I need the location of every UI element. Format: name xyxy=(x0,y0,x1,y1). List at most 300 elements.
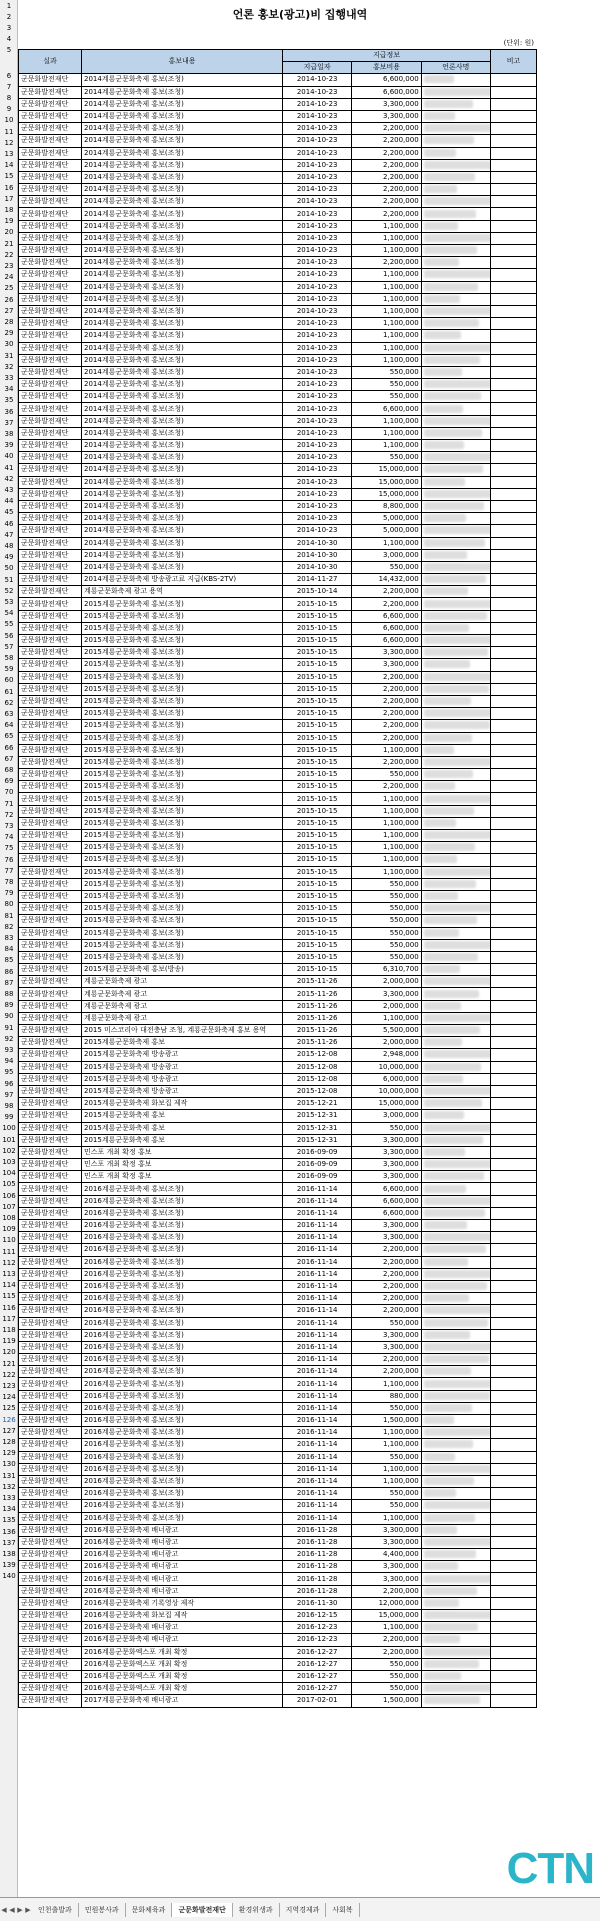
cell-date[interactable]: 2015-10-15 xyxy=(283,671,352,683)
cell-org[interactable]: 군문화발전재단 xyxy=(19,1415,82,1427)
table-row[interactable] xyxy=(19,671,537,683)
cell-amount[interactable]: 2,200,000 xyxy=(352,123,421,135)
cell-content[interactable]: 2016계룡군문화축제 배너광고 xyxy=(82,1561,283,1573)
cell-media-redacted[interactable] xyxy=(421,1646,490,1658)
table-row[interactable] xyxy=(19,269,537,281)
cell-amount[interactable]: 550,000 xyxy=(352,391,421,403)
cell-media-redacted[interactable] xyxy=(421,695,490,707)
cell-content[interactable]: 2015계룡군문화축제 홍보(조청) xyxy=(82,854,283,866)
cell-remark[interactable] xyxy=(491,1536,537,1548)
table-row[interactable] xyxy=(19,1195,537,1207)
cell-date[interactable]: 2015-10-15 xyxy=(283,647,352,659)
row-number[interactable]: 128 xyxy=(2,1437,16,1446)
table-row[interactable] xyxy=(19,622,537,634)
cell-amount[interactable]: 15,000,000 xyxy=(352,488,421,500)
cell-amount[interactable]: 2,200,000 xyxy=(352,1366,421,1378)
cell-media-redacted[interactable] xyxy=(421,354,490,366)
row-number[interactable]: 2 xyxy=(6,13,12,21)
cell-content[interactable]: 2015계룡군문화축제 홍보(조청) xyxy=(82,866,283,878)
cell-content[interactable]: 2015계룡군문화축제 홍보(조청) xyxy=(82,878,283,890)
cell-media-redacted[interactable] xyxy=(421,1232,490,1244)
cell-date[interactable]: 2016-11-14 xyxy=(283,1207,352,1219)
cell-media-redacted[interactable] xyxy=(421,366,490,378)
table-row[interactable] xyxy=(19,135,537,147)
cell-remark[interactable] xyxy=(491,415,537,427)
row-number[interactable]: 50 xyxy=(4,564,14,573)
cell-media-redacted[interactable] xyxy=(421,805,490,817)
cell-amount[interactable]: 2,200,000 xyxy=(352,184,421,196)
cell-org[interactable]: 군문화발전재단 xyxy=(19,1171,82,1183)
cell-org[interactable]: 군문화발전재단 xyxy=(19,610,82,622)
cell-date[interactable]: 2015-10-15 xyxy=(283,659,352,671)
cell-date[interactable]: 2015-10-15 xyxy=(283,610,352,622)
cell-org[interactable]: 군문화발전재단 xyxy=(19,305,82,317)
row-number[interactable]: 42 xyxy=(4,474,14,483)
cell-remark[interactable] xyxy=(491,1634,537,1646)
cell-content[interactable]: 2014계룡군문화축제 홍보(조청) xyxy=(82,537,283,549)
cell-org[interactable]: 군문화발전재단 xyxy=(19,74,82,86)
cell-remark[interactable] xyxy=(491,1305,537,1317)
cell-date[interactable]: 2014-11-27 xyxy=(283,574,352,586)
cell-media-redacted[interactable] xyxy=(421,1536,490,1548)
cell-date[interactable]: 2016-11-14 xyxy=(283,1500,352,1512)
cell-content[interactable]: 2016계룡군문화축제 홍보(조청) xyxy=(82,1232,283,1244)
cell-content[interactable]: 2014계룡군문화축제 홍보(조청) xyxy=(82,110,283,122)
cell-amount[interactable]: 1,500,000 xyxy=(352,1695,421,1707)
cell-media-redacted[interactable] xyxy=(421,1683,490,1695)
cell-media-redacted[interactable] xyxy=(421,440,490,452)
table-row[interactable] xyxy=(19,793,537,805)
cell-media-redacted[interactable] xyxy=(421,708,490,720)
cell-remark[interactable] xyxy=(491,1183,537,1195)
cell-date[interactable]: 2014-10-23 xyxy=(283,330,352,342)
cell-remark[interactable] xyxy=(491,147,537,159)
cell-org[interactable]: 군문화발전재단 xyxy=(19,464,82,476)
cell-content[interactable]: 2016계룡군문화축제 홍보(조청) xyxy=(82,1488,283,1500)
cell-media-redacted[interactable] xyxy=(421,890,490,902)
cell-media-redacted[interactable] xyxy=(421,1061,490,1073)
cell-org[interactable]: 군문화발전재단 xyxy=(19,98,82,110)
table-row[interactable] xyxy=(19,1207,537,1219)
cell-media-redacted[interactable] xyxy=(421,1329,490,1341)
cell-org[interactable]: 군문화발전재단 xyxy=(19,1451,82,1463)
cell-remark[interactable] xyxy=(491,1195,537,1207)
cell-date[interactable]: 2016-11-28 xyxy=(283,1549,352,1561)
cell-amount[interactable]: 550,000 xyxy=(352,1500,421,1512)
cell-date[interactable]: 2016-11-14 xyxy=(283,1341,352,1353)
cell-content[interactable]: 2016계룡군문화축제 홍보(조청) xyxy=(82,1293,283,1305)
cell-content[interactable]: 2014계룡군문화축제 홍보(조청) xyxy=(82,159,283,171)
row-number[interactable]: 107 xyxy=(2,1202,16,1211)
cell-media-redacted[interactable] xyxy=(421,1439,490,1451)
cell-content[interactable]: 2015계룡군문화축제 홍보(조청) xyxy=(82,708,283,720)
cell-media-redacted[interactable] xyxy=(421,561,490,573)
cell-date[interactable]: 2016-12-27 xyxy=(283,1646,352,1658)
cell-org[interactable]: 군문화발전재단 xyxy=(19,561,82,573)
cell-content[interactable]: 2014계룡군문화축제 홍보(조청) xyxy=(82,525,283,537)
cell-media-redacted[interactable] xyxy=(421,939,490,951)
cell-media-redacted[interactable] xyxy=(421,1183,490,1195)
cell-media-redacted[interactable] xyxy=(421,1622,490,1634)
cell-amount[interactable]: 1,100,000 xyxy=(352,842,421,854)
table-row[interactable] xyxy=(19,110,537,122)
cell-media-redacted[interactable] xyxy=(421,123,490,135)
cell-remark[interactable] xyxy=(491,1256,537,1268)
row-number[interactable]: 36 xyxy=(4,407,14,416)
cell-date[interactable]: 2016-11-14 xyxy=(283,1390,352,1402)
table-row[interactable] xyxy=(19,1256,537,1268)
cell-amount[interactable]: 3,300,000 xyxy=(352,647,421,659)
row-number[interactable]: 134 xyxy=(2,1505,16,1514)
cell-org[interactable]: 군문화발전재단 xyxy=(19,635,82,647)
cell-remark[interactable] xyxy=(491,245,537,257)
cell-media-redacted[interactable] xyxy=(421,720,490,732)
cell-date[interactable]: 2014-10-23 xyxy=(283,257,352,269)
table-row[interactable] xyxy=(19,1670,537,1682)
cell-org[interactable]: 군문화발전재단 xyxy=(19,1341,82,1353)
cell-date[interactable]: 2015-10-15 xyxy=(283,744,352,756)
cell-date[interactable]: 2015-11-26 xyxy=(283,1025,352,1037)
cell-remark[interactable] xyxy=(491,1122,537,1134)
cell-date[interactable]: 2016-11-14 xyxy=(283,1195,352,1207)
row-number[interactable]: 49 xyxy=(4,553,14,562)
cell-media-redacted[interactable] xyxy=(421,1670,490,1682)
cell-content[interactable]: 2016계룡군문화축제 홍보(조청) xyxy=(82,1317,283,1329)
cell-date[interactable]: 2014-10-23 xyxy=(283,476,352,488)
cell-amount[interactable]: 2,200,000 xyxy=(352,683,421,695)
cell-org[interactable]: 군문화발전재단 xyxy=(19,586,82,598)
table-row[interactable] xyxy=(19,890,537,902)
cell-media-redacted[interactable] xyxy=(421,452,490,464)
cell-media-redacted[interactable] xyxy=(421,1049,490,1061)
cell-media-redacted[interactable] xyxy=(421,793,490,805)
cell-org[interactable]: 군문화발전재단 xyxy=(19,1183,82,1195)
cell-media-redacted[interactable] xyxy=(421,683,490,695)
cell-media-redacted[interactable] xyxy=(421,1085,490,1097)
table-row[interactable] xyxy=(19,1646,537,1658)
cell-date[interactable]: 2016-09-09 xyxy=(283,1171,352,1183)
table-row[interactable] xyxy=(19,86,537,98)
cell-amount[interactable]: 3,300,000 xyxy=(352,1329,421,1341)
cell-amount[interactable]: 1,100,000 xyxy=(352,440,421,452)
cell-remark[interactable] xyxy=(491,123,537,135)
cell-content[interactable]: 2015계룡군문화축제 홍보(조청) xyxy=(82,842,283,854)
cell-remark[interactable] xyxy=(491,1061,537,1073)
cell-remark[interactable] xyxy=(491,74,537,86)
table-row[interactable] xyxy=(19,1171,537,1183)
cell-org[interactable]: 군문화발전재단 xyxy=(19,744,82,756)
cell-amount[interactable]: 2,200,000 xyxy=(352,1293,421,1305)
table-row[interactable] xyxy=(19,513,537,525)
table-row[interactable] xyxy=(19,1488,537,1500)
cell-remark[interactable] xyxy=(491,720,537,732)
table-row[interactable] xyxy=(19,196,537,208)
cell-org[interactable]: 군문화발전재단 xyxy=(19,1122,82,1134)
cell-media-redacted[interactable] xyxy=(421,1610,490,1622)
cell-remark[interactable] xyxy=(491,1585,537,1597)
cell-media-redacted[interactable] xyxy=(421,781,490,793)
cell-org[interactable]: 군문화발전재단 xyxy=(19,1012,82,1024)
table-row[interactable] xyxy=(19,939,537,951)
cell-org[interactable]: 군문화발전재단 xyxy=(19,1280,82,1292)
cell-amount[interactable]: 2,200,000 xyxy=(352,695,421,707)
cell-content[interactable]: 2014계룡군문화축제 홍보(조청) xyxy=(82,403,283,415)
cell-org[interactable]: 군문화발전재단 xyxy=(19,1488,82,1500)
cell-content[interactable]: 2014계룡군문화축제 홍보(조청) xyxy=(82,391,283,403)
row-number[interactable]: 94 xyxy=(4,1057,14,1066)
cell-amount[interactable]: 3,300,000 xyxy=(352,110,421,122)
cell-date[interactable]: 2015-10-15 xyxy=(283,890,352,902)
row-number[interactable]: 30 xyxy=(4,340,14,349)
row-number[interactable]: 121 xyxy=(2,1359,16,1368)
table-row[interactable] xyxy=(19,293,537,305)
cell-org[interactable]: 군문화발전재단 xyxy=(19,1646,82,1658)
cell-media-redacted[interactable] xyxy=(421,232,490,244)
cell-remark[interactable] xyxy=(491,1134,537,1146)
cell-date[interactable]: 2014-10-23 xyxy=(283,391,352,403)
table-row[interactable] xyxy=(19,1049,537,1061)
cell-content[interactable]: 2016계룡군문화축제 홍보(조청) xyxy=(82,1220,283,1232)
cell-org[interactable]: 군문화발전재단 xyxy=(19,354,82,366)
row-number[interactable]: 99 xyxy=(4,1113,14,1122)
cell-org[interactable]: 군문화발전재단 xyxy=(19,440,82,452)
cell-org[interactable]: 군문화발전재단 xyxy=(19,695,82,707)
cell-media-redacted[interactable] xyxy=(421,1280,490,1292)
cell-remark[interactable] xyxy=(491,342,537,354)
cell-date[interactable]: 2015-10-15 xyxy=(283,708,352,720)
row-number[interactable]: 74 xyxy=(4,833,14,842)
header-remark[interactable]: 비고 xyxy=(491,50,537,74)
cell-org[interactable]: 군문화발전재단 xyxy=(19,756,82,768)
cell-remark[interactable] xyxy=(491,1293,537,1305)
cell-date[interactable]: 2014-10-23 xyxy=(283,293,352,305)
cell-remark[interactable] xyxy=(491,805,537,817)
cell-date[interactable]: 2014-10-23 xyxy=(283,513,352,525)
cell-remark[interactable] xyxy=(491,951,537,963)
cell-amount[interactable]: 6,600,000 xyxy=(352,1183,421,1195)
cell-remark[interactable] xyxy=(491,159,537,171)
cell-date[interactable]: 2016-11-28 xyxy=(283,1524,352,1536)
table-row[interactable] xyxy=(19,549,537,561)
row-number[interactable]: 78 xyxy=(4,877,14,886)
cell-amount[interactable]: 550,000 xyxy=(352,951,421,963)
cell-content[interactable]: 2015계룡군문화축제 홍보(조청) xyxy=(82,939,283,951)
cell-content[interactable]: 2016계룡군문화축제 홍보(조청) xyxy=(82,1207,283,1219)
row-number[interactable]: 19 xyxy=(4,217,14,226)
row-number[interactable]: 40 xyxy=(4,452,14,461)
table-row[interactable] xyxy=(19,500,537,512)
cell-remark[interactable] xyxy=(491,1073,537,1085)
cell-remark[interactable] xyxy=(491,1000,537,1012)
row-number[interactable]: 112 xyxy=(2,1258,16,1267)
cell-remark[interactable] xyxy=(491,610,537,622)
cell-media-redacted[interactable] xyxy=(421,1146,490,1158)
row-number[interactable]: 66 xyxy=(4,743,14,752)
cell-content[interactable]: 2014계룡군문화축제 홍보(조청) xyxy=(82,208,283,220)
cell-date[interactable]: 2014-10-23 xyxy=(283,403,352,415)
cell-org[interactable]: 군문화발전재단 xyxy=(19,549,82,561)
cell-remark[interactable] xyxy=(491,1683,537,1695)
cell-org[interactable]: 군문화발전재단 xyxy=(19,1390,82,1402)
cell-media-redacted[interactable] xyxy=(421,1171,490,1183)
table-row[interactable] xyxy=(19,1317,537,1329)
table-row[interactable] xyxy=(19,951,537,963)
cell-content[interactable]: 2017계룡군문화축제 배너광고 xyxy=(82,1695,283,1707)
cell-date[interactable]: 2014-10-23 xyxy=(283,98,352,110)
cell-content[interactable]: 2014계룡군문화축제 홍보(조청) xyxy=(82,98,283,110)
cell-amount[interactable]: 550,000 xyxy=(352,452,421,464)
cell-amount[interactable]: 550,000 xyxy=(352,1488,421,1500)
cell-org[interactable]: 군문화발전재단 xyxy=(19,1500,82,1512)
cell-media-redacted[interactable] xyxy=(421,305,490,317)
cell-date[interactable]: 2015-12-08 xyxy=(283,1049,352,1061)
row-number[interactable]: 18 xyxy=(4,205,14,214)
cell-media-redacted[interactable] xyxy=(421,1098,490,1110)
table-row[interactable] xyxy=(19,1561,537,1573)
cell-media-redacted[interactable] xyxy=(421,659,490,671)
cell-remark[interactable] xyxy=(491,196,537,208)
cell-remark[interactable] xyxy=(491,1658,537,1670)
cell-org[interactable]: 군문화발전재단 xyxy=(19,1670,82,1682)
table-row[interactable] xyxy=(19,830,537,842)
cell-date[interactable]: 2015-10-15 xyxy=(283,683,352,695)
cell-date[interactable]: 2017-02-01 xyxy=(283,1695,352,1707)
cell-content[interactable]: 2014계룡군문화축제 홍보(조청) xyxy=(82,427,283,439)
cell-date[interactable]: 2015-11-26 xyxy=(283,1000,352,1012)
cell-content[interactable]: 2016계룡군문화축제 홍보(조청) xyxy=(82,1378,283,1390)
row-number[interactable]: 26 xyxy=(4,295,14,304)
row-number[interactable]: 23 xyxy=(4,261,14,270)
cell-content[interactable]: 2015계룡군문화축제 홍보(조청) xyxy=(82,659,283,671)
cell-media-redacted[interactable] xyxy=(421,671,490,683)
row-number[interactable]: 82 xyxy=(4,922,14,931)
table-row[interactable] xyxy=(19,147,537,159)
table-row[interactable] xyxy=(19,318,537,330)
cell-amount[interactable]: 10,000,000 xyxy=(352,1061,421,1073)
cell-org[interactable]: 군문화발전재단 xyxy=(19,293,82,305)
cell-remark[interactable] xyxy=(491,98,537,110)
table-row[interactable] xyxy=(19,1512,537,1524)
row-number[interactable]: 117 xyxy=(2,1314,16,1323)
cell-date[interactable]: 2015-12-08 xyxy=(283,1085,352,1097)
cell-date[interactable]: 2016-11-28 xyxy=(283,1573,352,1585)
cell-org[interactable]: 군문화발전재단 xyxy=(19,1134,82,1146)
cell-amount[interactable]: 1,100,000 xyxy=(352,854,421,866)
cell-org[interactable]: 군문화발전재단 xyxy=(19,866,82,878)
cell-remark[interactable] xyxy=(491,110,537,122)
cell-content[interactable]: 2016계룡군문화축제 홍보(조청) xyxy=(82,1329,283,1341)
row-number[interactable]: 54 xyxy=(4,609,14,618)
sheet-tab[interactable]: 군문화발전재단 xyxy=(172,1903,232,1917)
cell-org[interactable]: 군문화발전재단 xyxy=(19,1475,82,1487)
cell-content[interactable]: 2014계룡군문화축제 홍보(조청) xyxy=(82,452,283,464)
row-number[interactable]: 5 xyxy=(6,46,12,54)
table-row[interactable] xyxy=(19,1402,537,1414)
table-row[interactable] xyxy=(19,695,537,707)
cell-remark[interactable] xyxy=(491,927,537,939)
cell-remark[interactable] xyxy=(491,476,537,488)
cell-org[interactable]: 군문화발전재단 xyxy=(19,805,82,817)
row-number[interactable]: 4 xyxy=(6,35,12,43)
cell-amount[interactable]: 1,100,000 xyxy=(352,793,421,805)
cell-media-redacted[interactable] xyxy=(421,1695,490,1707)
cell-media-redacted[interactable] xyxy=(421,927,490,939)
table-row[interactable] xyxy=(19,574,537,586)
cell-amount[interactable]: 3,300,000 xyxy=(352,1171,421,1183)
cell-amount[interactable]: 550,000 xyxy=(352,927,421,939)
table-row[interactable] xyxy=(19,817,537,829)
cell-media-redacted[interactable] xyxy=(421,830,490,842)
cell-content[interactable]: 2015계룡군문화축제 홍보(조청) xyxy=(82,720,283,732)
cell-media-redacted[interactable] xyxy=(421,1220,490,1232)
cell-media-redacted[interactable] xyxy=(421,769,490,781)
row-number[interactable]: 31 xyxy=(4,351,14,360)
table-row[interactable] xyxy=(19,842,537,854)
cell-date[interactable]: 2016-11-14 xyxy=(283,1439,352,1451)
cell-remark[interactable] xyxy=(491,366,537,378)
cell-org[interactable]: 군문화발전재단 xyxy=(19,1463,82,1475)
cell-remark[interactable] xyxy=(491,549,537,561)
cell-org[interactable]: 군문화발전재단 xyxy=(19,842,82,854)
row-number[interactable]: 91 xyxy=(4,1023,14,1032)
row-number[interactable]: 87 xyxy=(4,978,14,987)
cell-date[interactable]: 2014-10-23 xyxy=(283,135,352,147)
cell-media-redacted[interactable] xyxy=(421,964,490,976)
cell-org[interactable]: 군문화발전재단 xyxy=(19,1683,82,1695)
cell-media-redacted[interactable] xyxy=(421,1317,490,1329)
table-row[interactable] xyxy=(19,1293,537,1305)
tab-scroll-button[interactable]: ▶ xyxy=(17,1905,23,1914)
cell-org[interactable]: 군문화발전재단 xyxy=(19,1195,82,1207)
cell-org[interactable]: 군문화발전재단 xyxy=(19,1695,82,1707)
tab-scroll-button[interactable]: ◀ xyxy=(9,1905,15,1914)
cell-content[interactable]: 2014계룡군문화축제 홍보(조청) xyxy=(82,464,283,476)
row-number[interactable]: 67 xyxy=(4,754,14,763)
cell-media-redacted[interactable] xyxy=(421,732,490,744)
cell-media-redacted[interactable] xyxy=(421,208,490,220)
cell-date[interactable]: 2016-11-14 xyxy=(283,1378,352,1390)
cell-media-redacted[interactable] xyxy=(421,159,490,171)
cell-date[interactable]: 2015-10-15 xyxy=(283,939,352,951)
cell-remark[interactable] xyxy=(491,452,537,464)
cell-remark[interactable] xyxy=(491,500,537,512)
cell-amount[interactable]: 3,300,000 xyxy=(352,988,421,1000)
cell-amount[interactable]: 2,000,000 xyxy=(352,1000,421,1012)
cell-content[interactable]: 2016계룡군문화엑스포 개최 확정 xyxy=(82,1670,283,1682)
row-number[interactable]: 125 xyxy=(2,1404,16,1413)
row-number[interactable]: 7 xyxy=(6,82,12,91)
cell-date[interactable]: 2016-12-23 xyxy=(283,1622,352,1634)
cell-amount[interactable]: 550,000 xyxy=(352,890,421,902)
cell-amount[interactable]: 3,300,000 xyxy=(352,1134,421,1146)
cell-content[interactable]: 2014계룡군문화축제 홍보(조청) xyxy=(82,330,283,342)
cell-amount[interactable]: 2,200,000 xyxy=(352,1354,421,1366)
cell-content[interactable]: 2015계룡군문화축제 홍보(조청) xyxy=(82,915,283,927)
cell-amount[interactable]: 2,200,000 xyxy=(352,1280,421,1292)
cell-content[interactable]: 2014계룡군문화축제 홍보(조청) xyxy=(82,366,283,378)
table-row[interactable] xyxy=(19,1536,537,1548)
cell-amount[interactable]: 3,300,000 xyxy=(352,1232,421,1244)
cell-org[interactable]: 군문화발전재단 xyxy=(19,1573,82,1585)
cell-remark[interactable] xyxy=(491,1549,537,1561)
cell-date[interactable]: 2015-10-14 xyxy=(283,586,352,598)
cell-org[interactable]: 군문화발전재단 xyxy=(19,1597,82,1609)
cell-amount[interactable]: 1,100,000 xyxy=(352,427,421,439)
cell-media-redacted[interactable] xyxy=(421,98,490,110)
cell-amount[interactable]: 1,100,000 xyxy=(352,305,421,317)
cell-remark[interactable] xyxy=(491,318,537,330)
table-row[interactable] xyxy=(19,683,537,695)
